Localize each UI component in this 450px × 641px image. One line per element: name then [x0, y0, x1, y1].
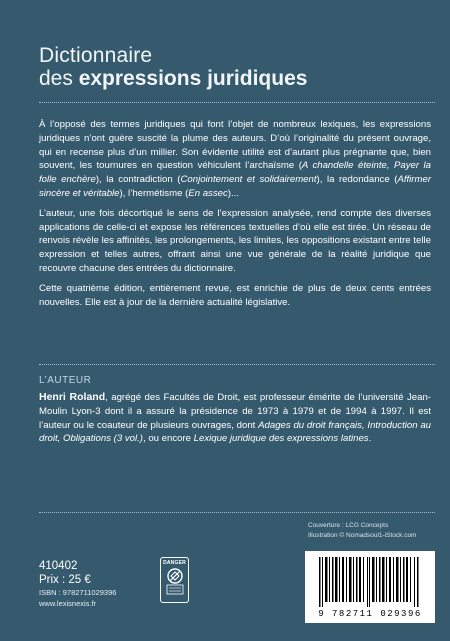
author-works-2: Lexique juridique des expressions latines: [193, 433, 369, 445]
author-bio-text-3: .: [368, 433, 372, 445]
credits: [308, 521, 428, 541]
bottom-divider: [39, 512, 435, 513]
author-name: Henri Roland: [39, 391, 106, 403]
blurb-p1-text-2: ), la contradiction (: [95, 174, 181, 186]
blurb-paragraph-2: L’auteur, une fois décortiqué le sens de l’expression analysée, rend compte des diverses applications de celle-ci et expose les références textuelles d’où elle est tirée. Un réseau de renvois révèle les affinités, les prolongements, les limites, les oppositions existant entre telle expression et telles autres, offrant ainsi une vue générale de la réalité juridique que recouvre chacune des entrées du dictionnaire.: [39, 207, 431, 274]
book-title: [39, 44, 307, 91]
blurb-p1-example-1: A chandelle éteinte, Payer la folle enchère: [39, 160, 431, 186]
blurb-p1-text-4: ), l’hermétisme (: [119, 187, 189, 199]
title-line-1: Dictionnaire: [39, 44, 153, 67]
blurb-p1-text-3: ), la redondance (: [316, 174, 398, 186]
book-warning-icon: [164, 566, 186, 596]
author-bio-text-2: , ou encore: [142, 433, 194, 445]
blurb-p1-text-5: )...: [227, 187, 239, 199]
title-line-2-prefix: des: [39, 67, 79, 90]
blurb-p1-text-1: À l’opposé des termes juridiques qui font l’objet de nombreux lexiques, les expressions juridiques n’ont guère suscité la plume des auteurs. D’où l’originalité du présent ouvrage, qui en recense plus d’un millier. Son évidente utilité est d’autant plus prégnante que, bien souvent, les tournures en question véhiculent l’archaïsme (: [39, 119, 431, 172]
author-bio-text-1: , agrégé des Facultés de Droit, est professeur émérite de l’université Jean-Moulin Lyon-3 dont il a assuré la présidence de 1973 à 1979 et de 1994 à 1997. Il est l’auteur ou le coauteur de plusieurs ouvrages, dont: [39, 392, 431, 431]
middle-divider: [39, 364, 435, 365]
danger-label: DANGER: [163, 560, 186, 566]
author-works-1: Adages du droit français, Introduction au droit, Obligations (3 vol.): [39, 419, 431, 445]
website-link[interactable]: www.lexisnexis.fr: [39, 599, 97, 608]
barcode: [305, 551, 435, 623]
barcode-number: 9 782711 029396: [318, 609, 422, 619]
blurb-paragraph-1: [39, 118, 431, 201]
blurb-p1-example-2: Conjointement et solidairement: [180, 174, 317, 186]
title-line-2: [39, 67, 307, 91]
blurb-paragraph-3: Cette quatrième édition, entièrement revue, est enrichie de plus de deux cents entrées nouvelles. Elle est à jour de la dernière actualité législative.: [39, 282, 431, 308]
top-divider: [39, 102, 435, 103]
cover-credit: Couverture : LCG Concepts: [308, 522, 389, 529]
blurb-p1-example-3: Affirmer sincère et véritable: [39, 174, 432, 199]
danger-photocopy-logo: [160, 557, 189, 603]
product-info: [39, 559, 116, 609]
illustration-credit: Illustration © Nomadsoul1-iStock.com: [308, 532, 417, 539]
author-bio: [39, 391, 431, 446]
title-line-2-emphasis: expressions juridiques: [78, 67, 308, 90]
product-code: 410402: [39, 560, 78, 572]
price: Prix : 25 €: [39, 574, 91, 586]
blurb-p1-example-4: En assec: [188, 187, 228, 199]
blurb: [39, 118, 431, 315]
author-heading: L’AUTEUR: [39, 375, 92, 386]
isbn: ISBN : 9782711029396: [39, 588, 117, 597]
